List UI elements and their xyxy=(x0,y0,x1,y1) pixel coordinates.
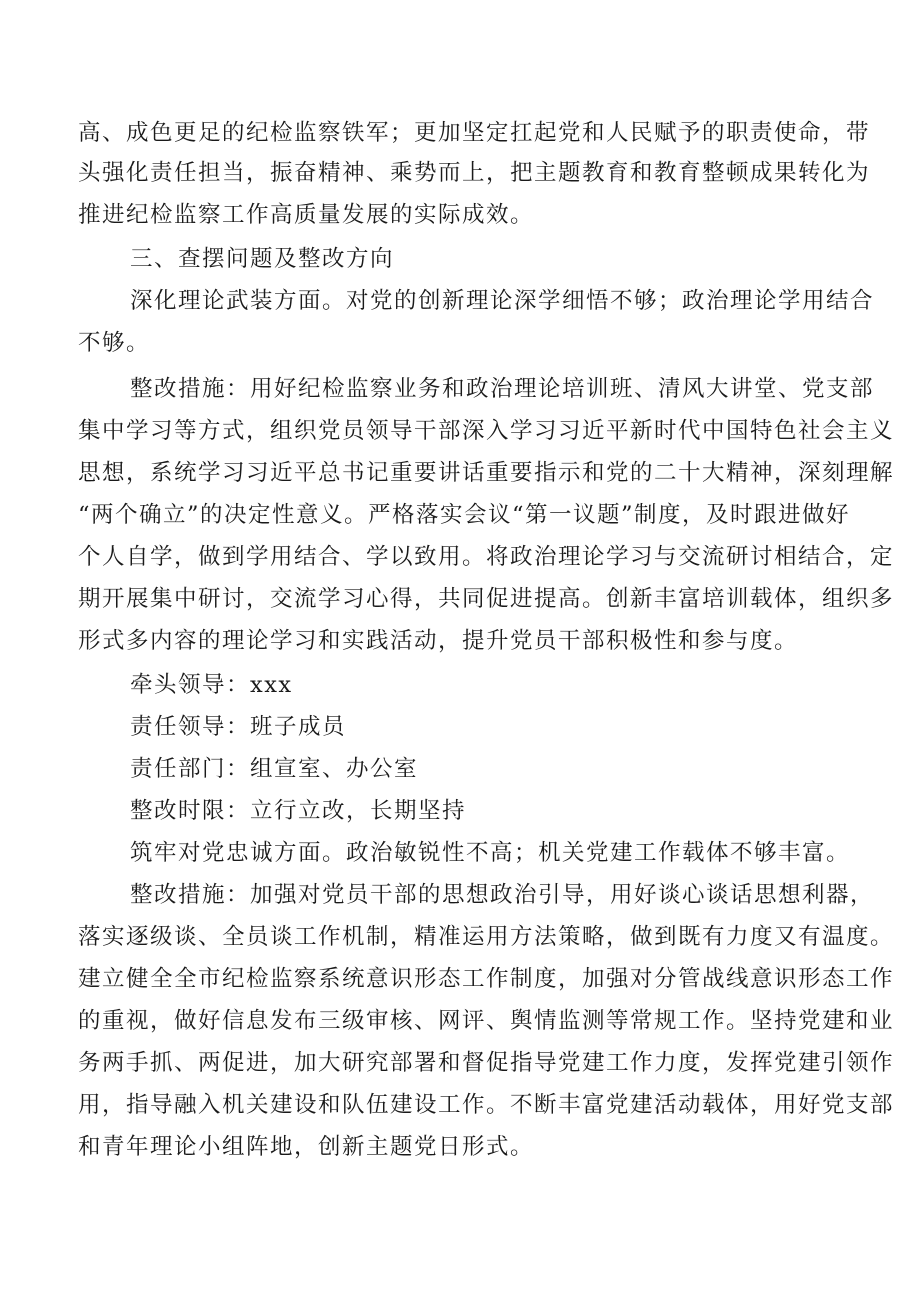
text-line: 头强化责任担当，振奋精神、乘势而上，把主题教育和教育整顿成果转化为 xyxy=(78,160,871,186)
text-line: 思想，系统学习习近平总书记重要讲话重要指示和党的二十大精神，深刻理解 xyxy=(78,460,895,486)
responsible-leader-line: 责任领导：班子成员 xyxy=(130,714,347,740)
text-line: 集中学习等方式，组织党员领导干部深入学习习近平新时代中国特色社会主义 xyxy=(78,418,895,444)
text-line: “两个确立”的决定性意义。严格落实会议“第一议题”制度，及时跟进做好 xyxy=(78,502,851,528)
deadline-line: 整改时限：立行立改，长期坚持 xyxy=(130,798,467,824)
section-heading: 三、查摆问题及整改方向 xyxy=(130,246,395,272)
text-line: 落实逐级谈、全员谈工作机制，精准运用方法策略，做到既有力度又有温度。 xyxy=(78,924,895,950)
text-line: 务两手抓、两促进，加大研究部署和督促指导党建工作力度，发挥党建引领作 xyxy=(78,1050,895,1076)
text-line: 推进纪检监察工作高质量发展的实际成效。 xyxy=(78,202,535,228)
text-line: 高、成色更足的纪检监察铁军；更加坚定扛起党和人民赋予的职责使命，带 xyxy=(78,120,871,146)
text-line: 个人自学，做到学用结合、学以致用。将政治理论学习与交流研讨相结合，定 xyxy=(78,544,895,570)
text-line: 整改措施：用好纪检监察业务和政治理论培训班、清风大讲堂、党支部 xyxy=(130,376,875,402)
text-line: 的重视，做好信息发布三级审核、网评、舆情监测等常规工作。坚持党建和业 xyxy=(78,1008,895,1034)
text-line: 深化理论武装方面。对党的创新理论深学细悟不够；政治理论学用结合 xyxy=(130,288,875,314)
responsible-department-line: 责任部门：组宣室、办公室 xyxy=(130,756,419,782)
text-line: 用，指导融入机关建设和队伍建设工作。不断丰富党建活动载体，用好党支部 xyxy=(78,1092,895,1118)
text-line: 建立健全全市纪检监察系统意识形态工作制度，加强对分管战线意识形态工作 xyxy=(78,966,895,992)
text-line: 整改措施：加强对党员干部的思想政治引导，用好谈心谈话思想利器， xyxy=(130,882,875,908)
text-line: 期开展集中研讨，交流学习心得，共同促进提高。创新丰富培训载体，组织多 xyxy=(78,586,895,612)
text-line: 形式多内容的理论学习和实践活动，提升党员干部积极性和参与度。 xyxy=(78,628,799,654)
text-line: 不够。 xyxy=(78,330,151,356)
text-line: 筑牢对党忠诚方面。政治敏锐性不高；机关党建工作载体不够丰富。 xyxy=(130,840,851,866)
text-line: 和青年理论小组阵地，创新主题党日形式。 xyxy=(78,1134,535,1160)
lead-leader-line: 牵头领导：xxx xyxy=(130,672,293,698)
